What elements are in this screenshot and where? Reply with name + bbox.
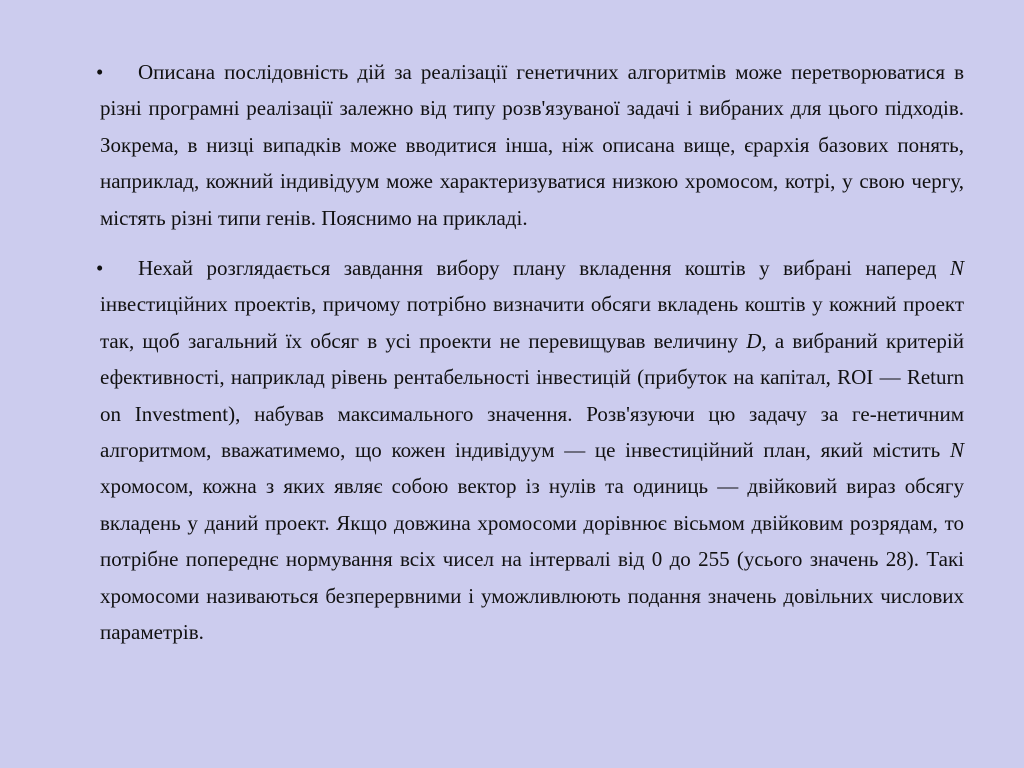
paragraph-2-text: [100, 250, 964, 650]
variable-d: D,: [746, 328, 767, 353]
variable-n: N: [949, 438, 964, 463]
paragraph-1-text: [100, 54, 964, 236]
bullet-icon: •: [96, 60, 104, 84]
bullet-paragraph-1: [96, 54, 964, 236]
paragraph-2-part-4: хромосом, кожна з яких являє собою вектор із нулів та одиниць — двійковий вираз обсягу вкладень у даний проект. Якщо довжина хромосоми дорівнює вісьмом двійковим розрядам, то потрібне попереднє нормування всіх чисел на інтервалі від 0 до 255 (усього значень 28). Такі хромосоми називаються безперервними і уможливлюють подання значень довільних числових параметрів.: [100, 474, 964, 645]
paragraph-1-body: Описана послідовність дій за реалізації генетичних алгоритмів може перетворюватися в різні програмні реалізації залежно від типу розв'язуваної задачі і вибраних для цього підходів. Зокрема, в низці випадків може вводитися інша, ніж описана вище, єрархія базових понять, наприклад, кожний індивідуум може характеризуватися низкою хромосом, котрі, у свою чергу, містять різні типи генів. Пояснимо на прикладі.: [100, 60, 964, 230]
bullet-icon: •: [96, 256, 104, 281]
paragraph-2-part-3: а вибраний критерій ефективності, наприклад рівень рентабельності інвестицій (прибуток на капітал, ROI — Return on Investment), набував максимального значення. Розв'язуючи цю задачу за ге-нетичним алгоритмом, вважатимемо, що кожен індивідуум — це інвестиційний план, який містить: [100, 328, 964, 463]
variable-n: N: [949, 256, 964, 281]
bullet-paragraph-2: [96, 250, 964, 650]
paragraph-2-part-1: Нехай розглядається завдання вибору плану вкладення коштів у вибрані наперед: [138, 256, 950, 281]
paragraph-2-part-2: інвестиційних проектів, причому потрібно визначити обсяги вкладень коштів у кожний проект так, щоб загальний їх обсяг в усі проекти не перевищував величину: [100, 292, 964, 353]
